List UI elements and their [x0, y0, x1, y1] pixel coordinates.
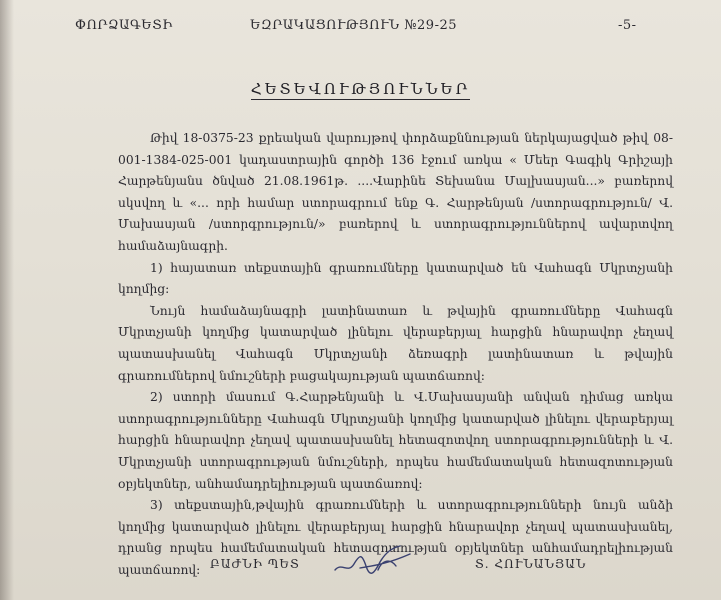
paragraph-finding-2: 2) ստորի մասում Գ.Հարթենյանի և Վ.Մախասյանի անվան դիմաց առկա ստորագրությունները Վահագն Մկրտչյանի կողմից կատարված լինելու վերաբերյալ հարցին հնարավոր չեղավ պատասխանել հետազոտվող ստորագրությունների և Վ. Մկրտչյանի ստորագրության նմուշների, որպես համեմատական հետազոտության օբյեկտներ, անհամադրելիության պատճառով:: [118, 390, 673, 491]
page-header: [0, 18, 721, 40]
handwritten-signature: [330, 540, 420, 580]
page-title: [0, 80, 721, 98]
paragraph-finding-3: 3) տեքստային,թվային գրառումների և ստորագրությունների նույն անձի կողմից կատարված լինելու վերաբերյալ հարցին հնարավոր չեղավ պատասխանել, դրանց որպես համեմատական հետազոտության օբյեկտներ անհամադրելիության պատճառով:: [118, 498, 673, 577]
signatory-name: Տ. ՀՈՒՆԱՆՅԱՆ: [475, 557, 587, 571]
header-left: ՓՈՐՁԱԳԵՏԻ: [75, 18, 173, 33]
paragraph-finding-1: 1) հայատառ տեքստային գրառումները կատարված են Վահագն Մկրտչյանի կողմից:: [118, 260, 673, 297]
paragraph-intro: Թիվ 18-0375-23 քրեական վարույթով փորձաքննության ներկայացված թիվ 08-001-1384-025-001 կադաստրային գործի 136 էջում առկա « Մեեր Գագիկ Գրիշայի Հարթենյանս ծնված 21.08.1961թ. ....Վարինե Տեխանա Մալխասյան...» բառերով սկսվող և «... որի համար ստորագրում ենք Գ. Հարթենյան /ստորագրություն/ Վ. Մախասյան /ստորգրություն/» բառերով և ստորագրություններով ավարտվող համաձայնագրի.: [118, 131, 673, 253]
signatory-title: ԲԱԺՆԻ ՊԵՏ: [210, 557, 300, 571]
document-body: [118, 128, 673, 581]
paragraph-finding-1-note: Նույն համաձայնագրի լատինատառ և թվային գրառումները Վահագն Մկրտչյանի կողմից կատարված լինելու վերաբերյալ հարցին հնարավոր չեղավ պատասխանել Վահագն Մկրտչյանի ձեռագրի լատինատառ և թվային գրառումներով նմուշների բացակայության պատճառով:: [118, 303, 673, 383]
title-text: ՀԵՏԵՎՈՒԹՅՈՒՆՆԵՐ: [250, 80, 471, 98]
page-number: -5-: [618, 18, 637, 33]
header-conclusion-number: ԵԶՐԱԿԱՑՈՒԹՅՈՒՆ №29-25: [250, 18, 458, 33]
